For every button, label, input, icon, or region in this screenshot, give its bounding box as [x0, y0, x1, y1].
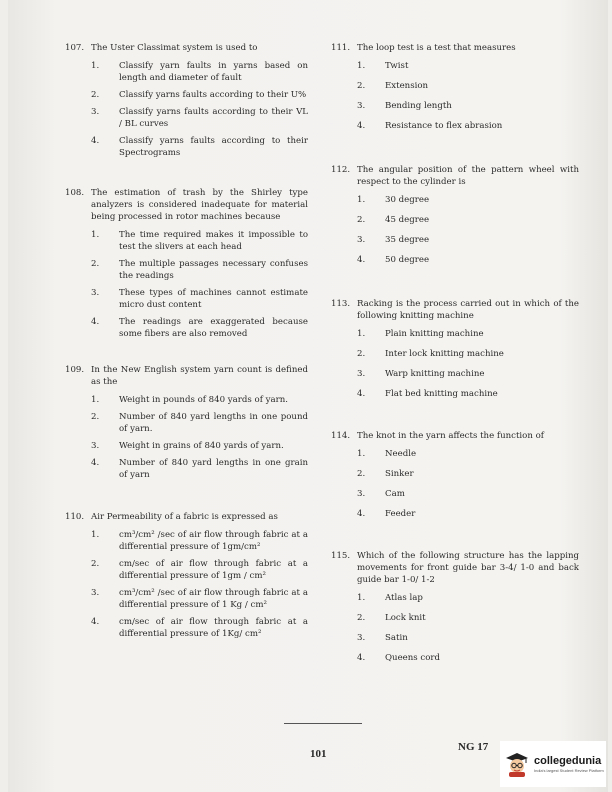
- option-text: Queens cord: [385, 653, 441, 663]
- option-text: Cam: [385, 489, 405, 499]
- option: 1. 30 degree: [357, 194, 579, 206]
- option: 2. The multiple passages necessary confuses the readings: [91, 259, 308, 281]
- option-text: Sinker: [385, 469, 414, 479]
- option-text: cm/sec of air flow through fabric at a differential pressure of 1Kg/ cm²: [119, 617, 308, 639]
- question-number: 113.: [331, 299, 351, 309]
- option-text: 50 degree: [385, 255, 430, 265]
- option-text: Flat bed knitting machine: [385, 389, 498, 399]
- option: 3. Classify yarns faults according to their VL / BL curves: [91, 107, 308, 129]
- question-number: 114.: [331, 431, 351, 441]
- option-text: cm³/cm² /sec of air flow through fabric at a differential pressure of 1gm/cm²: [119, 530, 308, 552]
- question-111: [331, 42, 579, 132]
- option: 2. Classify yarns faults according to their U%: [91, 90, 307, 100]
- option-text: 45 degree: [385, 215, 430, 225]
- question-text: The loop test is a test that measures: [357, 43, 516, 53]
- option-text: 30 degree: [385, 195, 430, 205]
- question-113: [331, 298, 579, 400]
- option: 1. Classify yarn faults in yarns based on length and diameter of fault: [91, 61, 308, 83]
- option: 4. The readings are exaggerated because some fibers are also removed: [91, 317, 308, 339]
- question-number: 110.: [65, 512, 85, 522]
- option-text: Plain knitting machine: [385, 329, 484, 339]
- option: 4. cm/sec of air flow through fabric at a differential pressure of 1Kg/ cm²: [91, 617, 308, 639]
- option: 2. Sinker: [357, 468, 579, 480]
- footer-divider: [284, 723, 362, 724]
- watermark-text: [534, 755, 604, 773]
- options-list: [331, 592, 579, 664]
- option-text: Classify yarn faults in yarns based on length and diameter of fault: [119, 61, 308, 83]
- option: 4. Feeder: [357, 508, 579, 520]
- question-115: [331, 550, 579, 664]
- option-text: Atlas lap: [385, 593, 423, 603]
- option-text: Weight in pounds of 840 yards of yarn.: [119, 395, 288, 405]
- left-column: [65, 42, 308, 648]
- option: 3. Bending length: [357, 100, 579, 112]
- question-109: [65, 364, 308, 481]
- question-number: 107.: [65, 43, 85, 53]
- option-text: Inter lock knitting machine: [385, 349, 504, 359]
- option: 2. Number of 840 yard lengths in one pound of yarn.: [91, 412, 308, 434]
- option-text: Number of 840 yard lengths in one pound of yarn.: [119, 412, 308, 434]
- option: 1. Atlas lap: [357, 592, 579, 604]
- graduate-avatar-icon: [504, 751, 530, 777]
- option-text: Weight in grains of 840 yards of yarn.: [119, 441, 284, 451]
- option: 4. Flat bed knitting machine: [357, 388, 579, 400]
- option: 2. cm/sec of air flow through fabric at a differential pressure of 1gm / cm²: [91, 559, 308, 581]
- option: 2. Extension: [357, 80, 579, 92]
- options-list: [331, 194, 579, 266]
- option: 4. Number of 840 yard lengths in one grain of yarn: [91, 458, 308, 480]
- question-text: The angular position of the pattern wheel with respect to the cylinder is: [357, 165, 579, 187]
- collegedunia-watermark: [500, 741, 606, 787]
- watermark-tagline: India's largest Student Review Platform: [534, 768, 604, 773]
- option-text: 35 degree: [385, 235, 430, 245]
- option: 3. Cam: [357, 488, 579, 500]
- question-number: 109.: [65, 365, 85, 375]
- options-list: [331, 448, 579, 520]
- question-text: The knot in the yarn affects the function of: [357, 431, 544, 441]
- question-number: 108.: [65, 188, 85, 198]
- question-text: The Uster Classimat system is used to: [91, 43, 258, 53]
- option-text: Warp knitting machine: [385, 369, 485, 379]
- option: 1. cm³/cm² /sec of air flow through fabric at a differential pressure of 1gm/cm²: [91, 530, 308, 552]
- option: 4. Classify yarns faults according to their Spectrograms: [91, 136, 308, 158]
- question-text: Racking is the process carried out in which of the following knitting machine: [357, 299, 579, 321]
- question-number: 111.: [331, 43, 351, 53]
- option: 3. These types of machines cannot estimate micro dust content: [91, 288, 308, 310]
- option: 4. Resistance to flex abrasion: [357, 120, 579, 132]
- option-text: cm³/cm² /sec of air flow through fabric at a differential pressure of 1 Kg / cm²: [119, 588, 308, 610]
- question-112: [331, 164, 579, 266]
- option-text: Extension: [385, 81, 429, 91]
- page-number: 101: [310, 748, 327, 760]
- option-text: The time required makes it impossible to test the slivers at each head: [119, 230, 308, 252]
- options-list: [331, 60, 579, 132]
- question-text: In the New English system yarn count is defined as the: [91, 365, 308, 387]
- question-108: [65, 187, 308, 340]
- option: 1. Twist: [357, 60, 579, 72]
- option: 2. Inter lock knitting machine: [357, 348, 579, 360]
- option-text: cm/sec of air flow through fabric at a differential pressure of 1gm / cm²: [119, 559, 308, 581]
- option: 3. cm³/cm² /sec of air flow through fabric at a differential pressure of 1 Kg / cm²: [91, 588, 308, 610]
- question-number: 112.: [331, 165, 351, 175]
- option-text: Classify yarns faults according to their U%: [119, 90, 307, 100]
- option: 1. The time required makes it impossible to test the slivers at each head: [91, 230, 308, 252]
- option: 4. 50 degree: [357, 254, 579, 266]
- option-text: Satin: [385, 633, 408, 643]
- option-text: Bending length: [385, 101, 452, 111]
- option-text: Twist: [385, 61, 409, 71]
- right-column: [331, 42, 579, 672]
- option-text: Classify yarns faults according to their VL / BL curves: [119, 107, 308, 129]
- option-text: Needle: [385, 449, 417, 459]
- option-text: These types of machines cannot estimate micro dust content: [119, 288, 308, 310]
- option-text: Lock knit: [385, 613, 426, 623]
- exam-page: [8, 0, 608, 792]
- option: 4. Queens cord: [357, 652, 579, 664]
- option-text: The readings are exaggerated because some fibers are also removed: [119, 317, 308, 339]
- question-114: [331, 430, 579, 520]
- question-text: The estimation of trash by the Shirley type analyzers is considered inadequate for material being processed in rotor machines because: [91, 188, 308, 222]
- option: 3. Warp knitting machine: [357, 368, 579, 380]
- option-text: Classify yarns faults according to their Spectrograms: [119, 136, 308, 158]
- question-text: Which of the following structure has the lapping movements for front guide bar 3-4/ 1-0 and back guide bar 1-0/ 1-2: [357, 551, 579, 585]
- options-list: [65, 229, 308, 340]
- options-list: [331, 328, 579, 400]
- options-list: [65, 529, 308, 640]
- option: 1. Weight in pounds of 840 yards of yarn.: [91, 394, 308, 406]
- option: 2. 45 degree: [357, 214, 579, 226]
- option: 3. Weight in grains of 840 yards of yarn.: [91, 440, 308, 452]
- question-text: Air Permeability of a fabric is expressed as: [91, 512, 278, 522]
- option-text: The multiple passages necessary confuses the readings: [119, 259, 308, 281]
- options-list: [65, 60, 308, 159]
- question-number: 115.: [331, 551, 351, 561]
- option: 1. Plain knitting machine: [357, 328, 579, 340]
- option-text: Number of 840 yard lengths in one grain of yarn: [119, 458, 308, 480]
- options-list: [65, 394, 308, 481]
- option-text: Resistance to flex abrasion: [385, 121, 503, 131]
- option: 1. Needle: [357, 448, 579, 460]
- question-107: [65, 42, 308, 159]
- option-text: Feeder: [385, 509, 416, 519]
- question-110: [65, 511, 308, 640]
- watermark-name: collegedunia: [534, 755, 602, 767]
- option: 3. Satin: [357, 632, 579, 644]
- option: 3. 35 degree: [357, 234, 579, 246]
- paper-code: NG 17: [458, 741, 489, 753]
- option: 2. Lock knit: [357, 612, 579, 624]
